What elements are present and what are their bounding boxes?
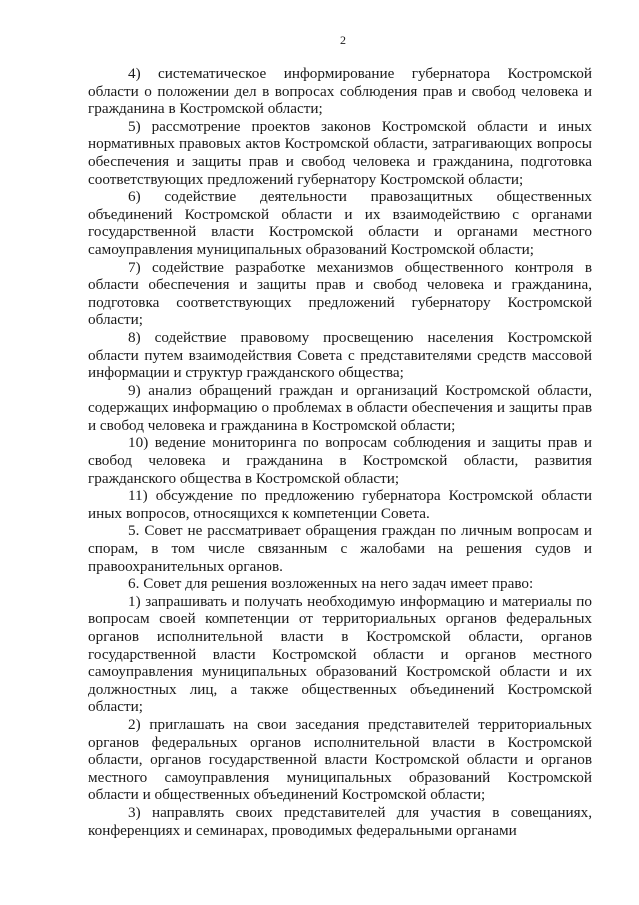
page-number: 2 — [340, 33, 346, 47]
paragraph-item-7: 7) содействие разработке механизмов общественного контроля в области обеспечения и защиты прав и свобод человека и гражданина, подготовка соответствующих предложений губернатору Костромской области; — [88, 258, 592, 329]
paragraph-section-6: 6. Совет для решения возложенных на него задач имеет право: — [128, 575, 534, 593]
paragraph-item-9: 9) анализ обращений граждан и организаций Костромской области, содержащих информацию о проблемах в области обеспечения и защиты прав и свобод человека и гражданина в Костромской области; — [88, 381, 592, 434]
paragraph-item-11: 11) обсуждение по предложению губернатора Костромской области иных вопросов, относящихся к компетенции Совета. — [88, 487, 592, 522]
paragraph-section-5: 5. Совет не рассматривает обращения граждан по личным вопросам и спорам, в том числе связанным с жалобами на решения судов и правоохранительных органов. — [88, 522, 592, 575]
paragraph-item-6: 6) содействие деятельности правозащитных общественных объединений Костромской области и их взаимодействию с органами государственной власти Костромской области и органами местного самоуправления муниципальных образований Костромской области; — [88, 188, 592, 258]
paragraph-right-2: 2) приглашать на свои заседания представителей территориальных органов федеральных органов исполнительной власти в Костромской области, органов государственной власти Костромской области и органов местного самоуправления муниципальных образований Костромской области и общественных объединений Костромской области; — [88, 715, 592, 804]
paragraph-item-10: 10) ведение мониторинга по вопросам соблюдения и защиты прав и свобод человека и гражданина в Костромской области, развития гражданского общества в Костромской области; — [88, 434, 592, 487]
paragraph-item-4: 4) систематическое информирование губернатора Костромской области о положении дел в вопросах соблюдения прав и свобод человека и гражданина в Костромской области; — [88, 65, 592, 118]
document-body — [88, 65, 592, 839]
paragraph-item-5: 5) рассмотрение проектов законов Костромской области и иных нормативных правовых актов Костромской области, затрагивающих вопросы обеспечения и защиты прав и свобод человека и гражданина, подготовка соответствующих предложений губернатору Костромской области; — [88, 117, 592, 188]
paragraph-right-3: 3) направлять своих представителей для участия в совещаниях, конференциях и семинарах, проводимых федеральными органами — [88, 803, 592, 839]
paragraph-right-1: 1) запрашивать и получать необходимую информацию и материалы по вопросам своей компетенции от территориальных органов федеральных органов исполнительной власти в Костромской области, органов государственной власти Костромской области и органов местного самоуправления муниципальных образований Костромской области и их должностных лиц, а также общественных объединений Костромской области; — [88, 592, 592, 716]
paragraph-item-8: 8) содействие правовому просвещению населения Костромской области путем взаимодействия Совета с представителями средств массовой информации и структур гражданского общества; — [88, 328, 592, 382]
